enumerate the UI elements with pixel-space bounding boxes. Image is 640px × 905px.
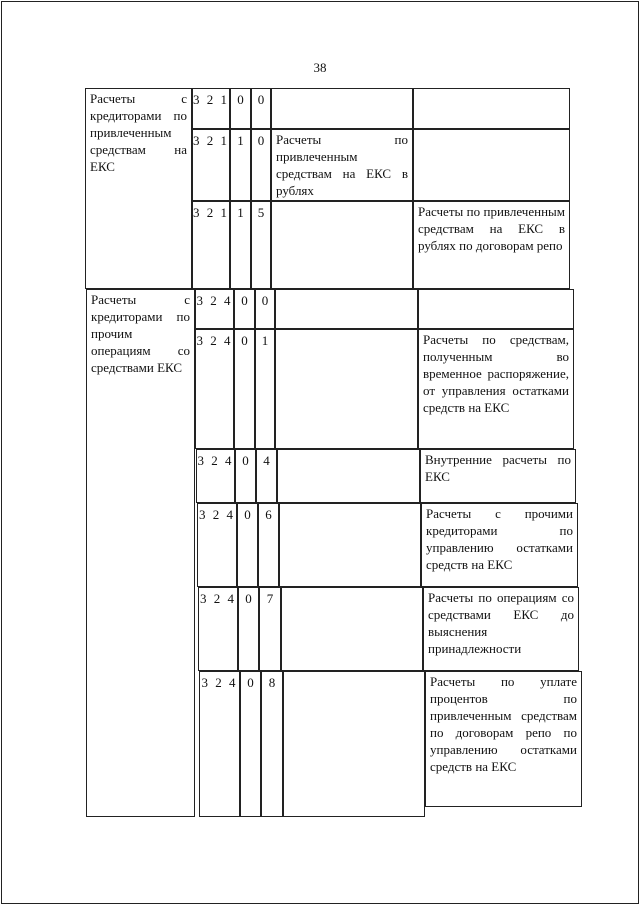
mid-text-cell bbox=[283, 671, 425, 817]
right-text-cell: Внутренние расчеты по ЕКС bbox=[420, 449, 576, 503]
code-cell: 6 bbox=[258, 503, 279, 587]
code-cell: 3 2 1 bbox=[192, 201, 230, 289]
code-cell: 0 bbox=[235, 449, 256, 503]
mid-text-cell: Расчеты по привлеченным средствам на ЕКС в рублях bbox=[271, 129, 413, 201]
mid-text-cell bbox=[281, 587, 423, 671]
code-cell: 0 bbox=[234, 329, 255, 449]
page-number: 38 bbox=[313, 60, 327, 75]
mid-text-cell bbox=[271, 88, 413, 129]
code-cell: 3 2 1 bbox=[192, 88, 230, 129]
code-cell: 3 2 4 bbox=[199, 671, 240, 817]
mid-text-cell bbox=[275, 329, 418, 449]
code-cell: 3 2 4 bbox=[195, 289, 234, 329]
right-text-cell: Расчеты с прочими кредиторами по управлению остатками средств на ЕКС bbox=[421, 503, 578, 587]
code-cell: 0 bbox=[255, 289, 275, 329]
right-text-cell bbox=[413, 129, 570, 201]
right-text-cell: Расчеты по уплате процентов по привлеченным средствам по договорам репо по управлению остатками средств на ЕКС bbox=[425, 671, 582, 807]
code-cell: 3 2 1 bbox=[192, 129, 230, 201]
mid-text-cell bbox=[275, 289, 418, 329]
code-cell: 0 bbox=[251, 129, 271, 201]
code-cell: 0 bbox=[251, 88, 271, 129]
code-cell: 0 bbox=[238, 587, 259, 671]
code-cell: 0 bbox=[240, 671, 261, 817]
right-text-cell: Расчеты по операциям со средствами ЕКС до выяснения принадлежности bbox=[423, 587, 579, 671]
right-text-cell bbox=[413, 88, 570, 129]
code-cell: 0 bbox=[234, 289, 255, 329]
right-text-cell: Расчеты по средствам, полученным во временное распоряжение, от управления остатками средств на ЕКС bbox=[418, 329, 574, 449]
group-title: Расчеты с кредиторами по прочим операциям со средствами ЕКС bbox=[86, 289, 195, 817]
code-cell: 5 bbox=[251, 201, 271, 289]
right-text-cell: Расчеты по привлеченным средствам на ЕКС в рублях по договорам репо bbox=[413, 201, 570, 289]
code-cell: 3 2 4 bbox=[195, 329, 234, 449]
code-cell: 3 2 4 bbox=[196, 449, 235, 503]
right-text-cell bbox=[418, 289, 574, 329]
code-cell: 0 bbox=[230, 88, 251, 129]
code-cell: 8 bbox=[261, 671, 283, 817]
group-title: Расчеты с кредиторами по привлеченным средствам на ЕКС bbox=[85, 88, 192, 289]
code-cell: 3 2 4 bbox=[197, 503, 237, 587]
code-cell: 7 bbox=[259, 587, 281, 671]
code-cell: 0 bbox=[237, 503, 258, 587]
mid-text-cell bbox=[277, 449, 420, 503]
mid-text-cell bbox=[271, 201, 413, 289]
mid-text-cell bbox=[279, 503, 421, 587]
code-cell: 1 bbox=[255, 329, 275, 449]
code-cell: 4 bbox=[256, 449, 277, 503]
code-cell: 1 bbox=[230, 201, 251, 289]
code-cell: 1 bbox=[230, 129, 251, 201]
code-cell: 3 2 4 bbox=[198, 587, 238, 671]
